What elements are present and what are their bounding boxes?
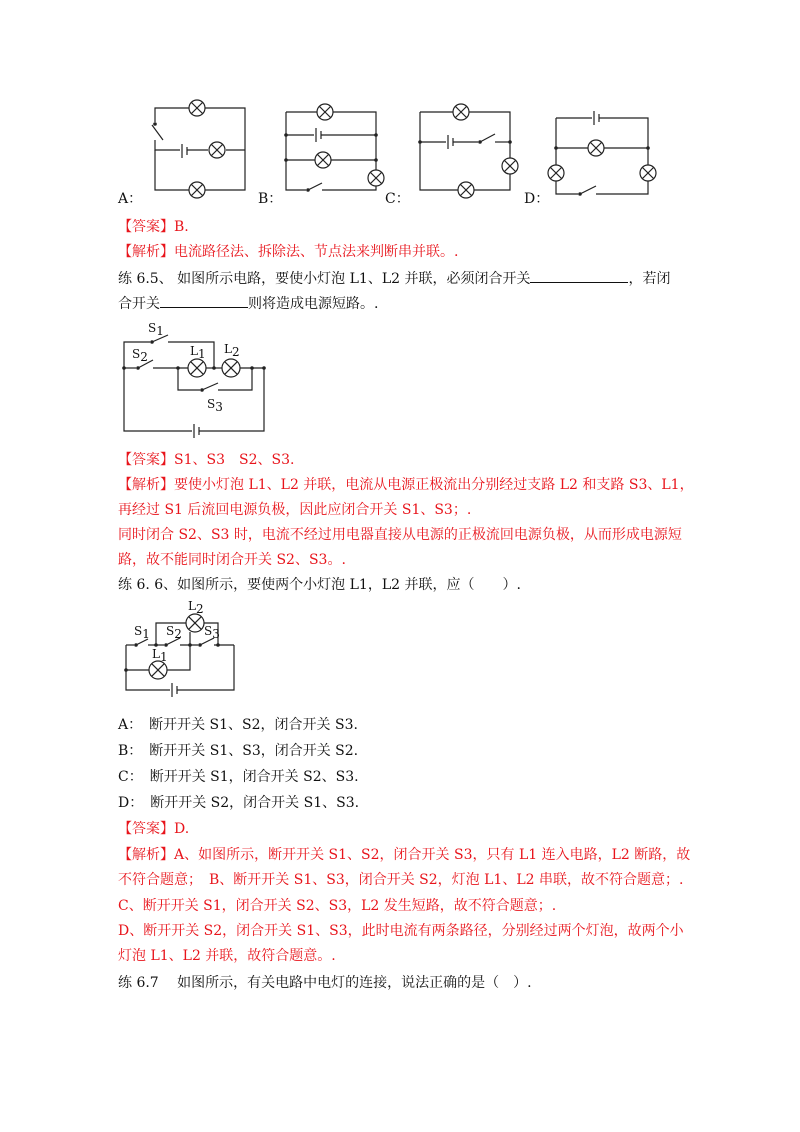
q66-analysis-4: D、断开开关 S2，闭合开关 S1、S3，此时电流有两条路径，分别经过两个灯泡，故两个小 — [118, 923, 684, 939]
option-a-label: A： — [118, 191, 143, 207]
q65-stem-c: 合开关 — [118, 296, 160, 312]
label-s3: S3 — [204, 624, 220, 641]
label-s2: S2 — [166, 624, 182, 641]
label-l2: L2 — [188, 599, 204, 616]
q66-circuit-diagram — [0, 598, 800, 708]
q65-stem-line1 — [118, 268, 670, 288]
analysis-tag: 【解析】 — [118, 477, 174, 493]
q66-analysis-2: 不符合题意； B、断开开关 S1、S3，闭合开关 S2，灯泡 L1、L2 串联，故不符合题意；. — [118, 872, 684, 888]
q66-answer — [118, 820, 189, 838]
q66-stem: 练 6. 6、如图所示，要使两个小灯泡 L1，L2 并联，应（ ）. — [118, 577, 521, 593]
q65-analysis-2: 再经过 S1 后流回电源负极，因此应闭合开关 S1、S3；. — [118, 502, 472, 518]
q65-stem-b: ，若闭 — [628, 271, 671, 287]
q67-stem: 练 6.7 如图所示，有关电路中电灯的连接，说法正确的是（ ）. — [118, 975, 532, 991]
label-l2: L2 — [224, 342, 240, 359]
prev-analysis-line — [118, 243, 458, 261]
q65-analysis-3: 同时闭合 S2、S3 时，电流不经过用电器直接从电源的正极流回电源负极，从而形成电源短 — [118, 527, 682, 543]
answer-text: S1、S3 S2、S3. — [174, 452, 295, 468]
option-c-label: C： — [385, 191, 410, 207]
q65-stem-d: 则将造成电源短路。. — [248, 296, 379, 312]
q65-answer — [118, 451, 294, 469]
q66-analysis-3: C、断开开关 S1，闭合开关 S2、S3，L2 发生短路，故不符合题意；. — [118, 898, 557, 914]
circuit-c — [418, 104, 518, 198]
analysis-text: 要使小灯泡 L1、L2 并联，电流从电源正极流出分别经过支路 L2 和支路 S3、L1， — [174, 477, 694, 493]
label-s3: S3 — [207, 397, 223, 414]
circuit-b — [284, 104, 384, 192]
q65-stem-a: 练 6.5、 如图所示电路，要使小灯泡 L1、L2 并联，必须闭合开关 — [118, 271, 531, 287]
q66-option-a[interactable]: A： 断开开关 S1、S2，闭合开关 S3. — [118, 717, 358, 733]
label-l1: L1 — [152, 647, 168, 664]
analysis-tag: 【解析】 — [118, 244, 174, 260]
q65-blank-2[interactable] — [160, 293, 248, 308]
circuit-d — [548, 111, 656, 196]
label-s2: S2 — [132, 347, 148, 364]
q65-analysis-1 — [118, 476, 694, 494]
option-d-label: D： — [524, 191, 550, 207]
circuit-a — [152, 100, 245, 198]
option-b-label: B： — [258, 191, 283, 207]
answer-tag: 【答案】 — [118, 821, 174, 837]
q66-option-d[interactable]: D： 断开开关 S2，闭合开关 S1、S3. — [118, 795, 360, 811]
answer-tag: 【答案】 — [118, 219, 174, 235]
q66-option-c[interactable]: C： 断开开关 S1，闭合开关 S2、S3. — [118, 769, 359, 785]
option-a-circuit-diagram — [0, 0, 800, 220]
q65-blank-1[interactable] — [530, 268, 628, 283]
prev-answer-line — [118, 218, 189, 236]
label-s1: S1 — [134, 624, 150, 641]
answer-text: B. — [174, 219, 189, 235]
q65-analysis-4: 路，故不能同时闭合开关 S2、S3。. — [118, 552, 346, 568]
q66-analysis-1 — [118, 846, 690, 864]
answer-text: D. — [174, 821, 190, 837]
label-s1: S1 — [148, 321, 164, 338]
analysis-tag: 【解析】 — [118, 847, 174, 863]
answer-tag: 【答案】 — [118, 452, 174, 468]
q66-analysis-5: 灯泡 L1、L2 并联，故符合题意。. — [118, 948, 336, 964]
q65-stem-line2 — [118, 293, 378, 313]
analysis-text: A、如图所示，断开开关 S1、S2，闭合开关 S3，只有 L1 连入电路，L2 断路，故 — [174, 847, 691, 863]
label-l1: L1 — [190, 344, 206, 361]
analysis-text: 电流路径法、拆除法、节点法来判断串并联。. — [174, 244, 459, 260]
q66-option-b[interactable]: B： 断开开关 S1、S3，闭合开关 S2. — [118, 743, 359, 759]
q65-circuit-diagram — [0, 315, 800, 445]
